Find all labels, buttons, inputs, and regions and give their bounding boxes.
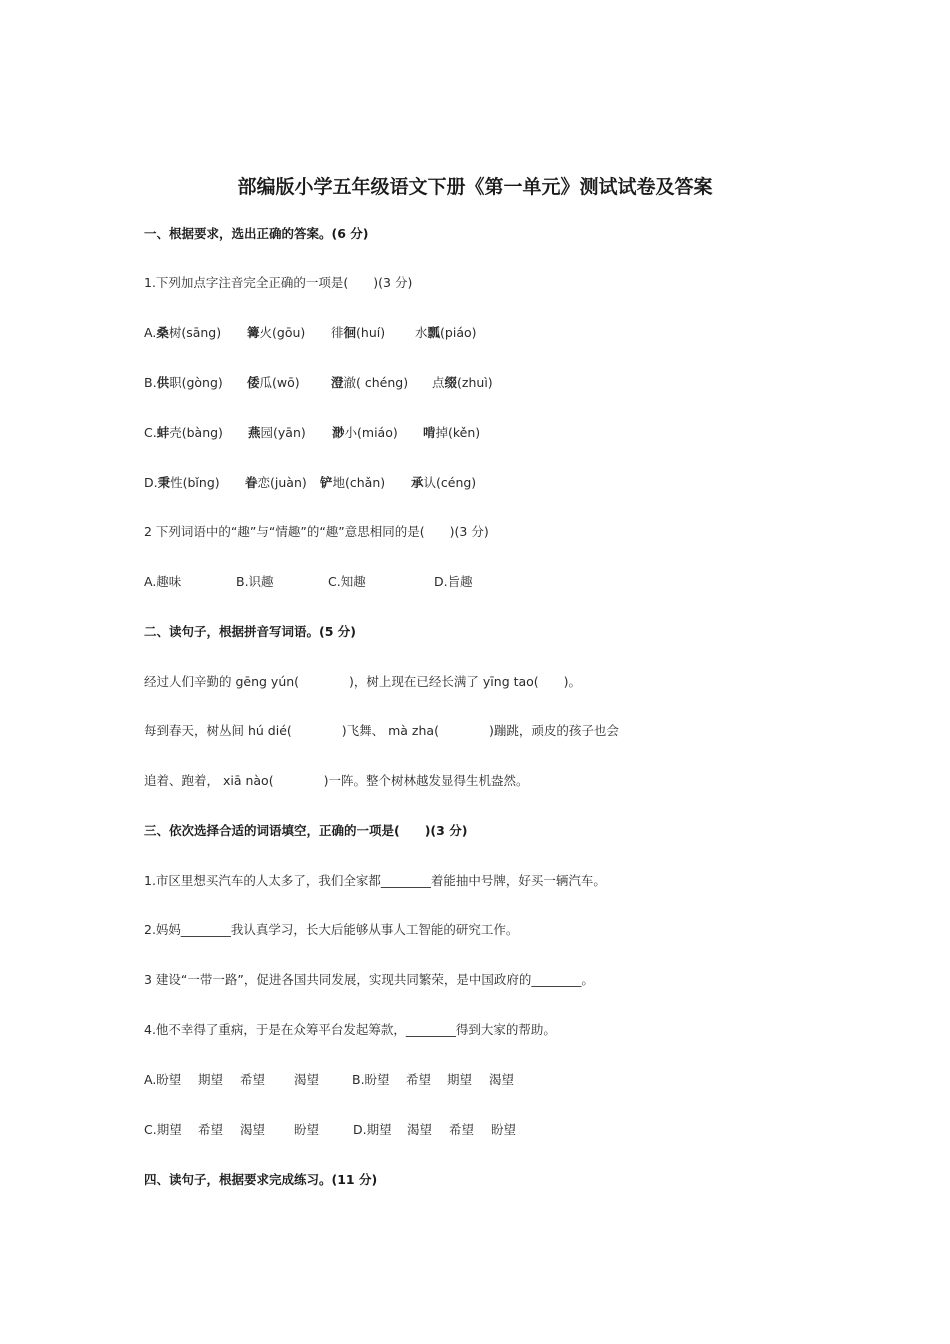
word-option: 期望 <box>447 1072 473 1087</box>
fill-blank-sentence: 4.他不幸得了重病，于是在众筹平台发起筹款，________得到大家的帮助。 <box>144 1022 556 1037</box>
word-option: 希望 <box>449 1122 475 1137</box>
option-b-item: 点缀(zhuì) <box>432 375 493 390</box>
word-option: 盼望 <box>491 1122 517 1137</box>
pinyin-sentence: 经过人们辛勤的 gēng yún( )，树上现在已经长满了 yīng tao( )。 <box>144 674 582 689</box>
option-a-item: 水瓢(piáo) <box>415 325 477 340</box>
option-d-item: 眷恋(juàn) <box>245 475 307 490</box>
fill-blank-sentence: 1.市区里想买汽车的人太多了，我们全家都________着能抽中号牌，好买一辆汽车。 <box>144 873 606 888</box>
option-d-item: 铲地(chǎn) <box>320 475 386 490</box>
option-c-item: 啃掉(kěn) <box>423 425 481 440</box>
word-option: 盼望 <box>294 1122 320 1137</box>
word-option: D.期望 <box>353 1122 392 1137</box>
word-option: 希望 <box>406 1072 432 1087</box>
option-a-item: 徘徊(huí) <box>331 325 386 340</box>
option-c-item: 渺小(miáo) <box>332 425 398 440</box>
word-option: B.盼望 <box>352 1072 390 1087</box>
word-option: 期望 <box>198 1072 224 1087</box>
option-b-item: B.供职(gòng) <box>144 375 223 390</box>
section-4-heading: 四、读句子，根据要求完成练习。(11 分) <box>144 1172 378 1187</box>
section-1-heading: 一、根据要求，选出正确的答案。(6 分) <box>144 226 369 241</box>
option-c-item: 燕园(yān) <box>248 425 306 440</box>
word-option: 渴望 <box>489 1072 515 1087</box>
option-d-item: 承认(céng) <box>411 475 477 490</box>
choice-item: A.趣味 <box>144 574 182 589</box>
word-option: 希望 <box>198 1122 224 1137</box>
question-1: 1.下列加点字注音完全正确的一项是( )(3 分) <box>144 275 413 290</box>
choice-item: B.识趣 <box>236 574 274 589</box>
section-2-heading: 二、读句子，根据拼音写词语。(5 分) <box>144 624 356 639</box>
page-title: 部编版小学五年级语文下册《第一单元》测试试卷及答案 <box>237 176 713 198</box>
word-option: 希望 <box>240 1072 266 1087</box>
word-option: 渴望 <box>240 1122 266 1137</box>
pinyin-sentence: 追着、跑着， xiā nào( )一阵。整个树林越发显得生机盎然。 <box>144 773 529 788</box>
choice-item: C.知趣 <box>328 574 366 589</box>
section-3-heading: 三、依次选择合适的词语填空，正确的一项是( )(3 分) <box>144 823 468 838</box>
word-option: 渴望 <box>294 1072 320 1087</box>
fill-blank-sentence: 3 建设“一带一路”，促进各国共同发展，实现共同繁荣，是中国政府的________。 <box>144 972 594 987</box>
pinyin-sentence: 每到春天，树丛间 hú dié( )飞舞、 mà zha( )蹦跳，顽皮的孩子也会 <box>144 723 619 738</box>
word-option: 渴望 <box>407 1122 433 1137</box>
choice-item: D.旨趣 <box>434 574 473 589</box>
word-option: A.盼望 <box>144 1072 182 1087</box>
option-d-item: D.秉性(bǐng) <box>144 475 220 490</box>
option-a-item: A.桑树(sāng) <box>144 325 222 340</box>
option-c-item: C.蚌壳(bàng) <box>144 425 223 440</box>
option-b-item: 倭瓜(wō) <box>247 375 300 390</box>
option-a-item: 篝火(gōu) <box>247 325 306 340</box>
fill-blank-sentence: 2.妈妈________我认真学习，长大后能够从事人工智能的研究工作。 <box>144 922 519 937</box>
question-2: 2 下列词语中的“趣”与“情趣”的“趣”意思相同的是( )(3 分) <box>144 524 489 539</box>
option-b-item: 澄澈( chéng) <box>331 375 409 390</box>
word-option: C.期望 <box>144 1122 182 1137</box>
